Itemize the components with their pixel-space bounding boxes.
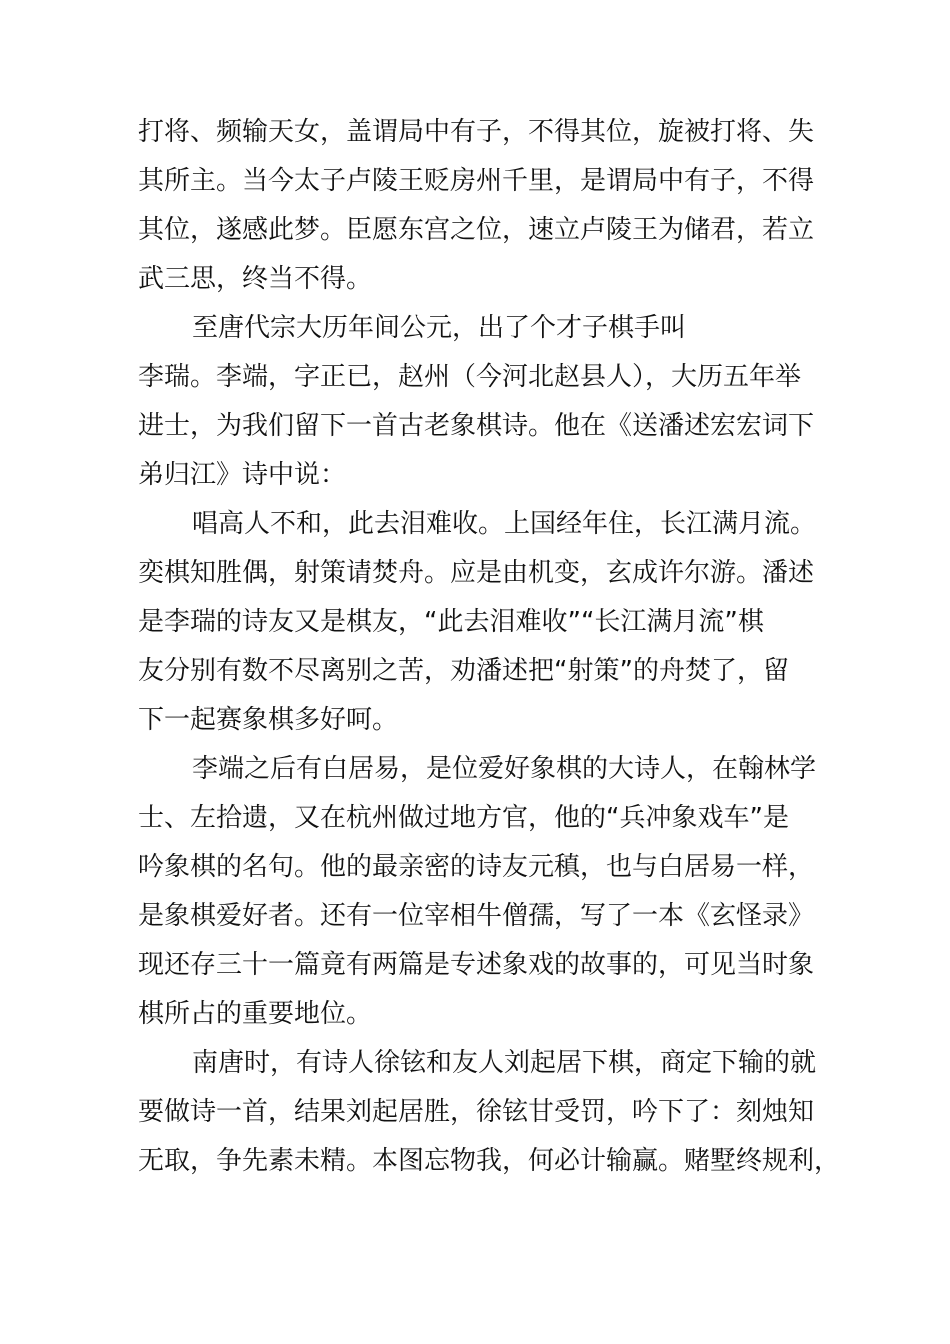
text-line-7: 进士，为我们留下一首古老象棋诗。他在《送潘述宏宏词下 — [138, 411, 815, 441]
text-line-13: 下一起赛象棋多好呵。 — [138, 705, 399, 735]
text-line-20: 南唐时，有诗人徐铉和友人刘起居下棋，商定下输的就 — [192, 1048, 817, 1078]
text-line-6: 李瑞。李端，字正已，赵州（今河北赵县人），大历五年举 — [138, 362, 802, 392]
text-line-3: 其位，遂感此梦。臣愿东宫之位，速立卢陵王为储君，若立 — [138, 215, 815, 245]
text-line-9: 唱高人不和，此去泪难收。上国经年住，长江满月流。 — [192, 509, 817, 539]
text-line-4: 武三思，终当不得。 — [138, 264, 373, 294]
text-line-12: 友分别有数不尽离别之苦，劝潘述把“射策”的舟焚了，留 — [138, 656, 789, 686]
text-line-15: 士、左拾遗，又在杭州做过地方官，他的“兵冲象戏车”是 — [138, 803, 789, 833]
text-line-5: 至唐代宗大历年间公元，出了个才子棋手叫 — [192, 313, 687, 343]
text-line-1: 打将、频输天女，盖谓局中有子，不得其位，旋被打将、失 — [138, 117, 815, 147]
text-line-22: 无取，争先素未精。本图忘物我，何必计输赢。赌墅终规利， — [138, 1146, 841, 1176]
text-line-16: 吟象棋的名句。他的最亲密的诗友元稹，也与白居易一样， — [138, 852, 815, 882]
text-line-18: 现还存三十一篇竟有两篇是专述象戏的故事的，可见当时象 — [138, 950, 815, 980]
text-line-17: 是象棋爱好者。还有一位宰相牛僧孺，写了一本《玄怪录》 — [138, 901, 815, 931]
text-line-11: 是李瑞的诗友又是棋友，“此去泪难收”“长江满月流”棋 — [138, 607, 764, 637]
text-line-14: 李端之后有白居易，是位爱好象棋的大诗人，在翰林学 — [192, 754, 817, 784]
text-line-8: 弟归江》诗中说： — [138, 460, 347, 490]
text-line-21: 要做诗一首，结果刘起居胜，徐铉甘受罚，吟下了：刻烛知 — [138, 1097, 815, 1127]
text-line-2: 其所主。当今太子卢陵王贬房州千里，是谓局中有子，不得 — [138, 166, 815, 196]
text-line-10: 奕棋知胜偶，射策请焚舟。应是由机变，玄成许尔游。潘述 — [138, 558, 815, 588]
text-line-19: 棋所占的重要地位。 — [138, 999, 373, 1029]
